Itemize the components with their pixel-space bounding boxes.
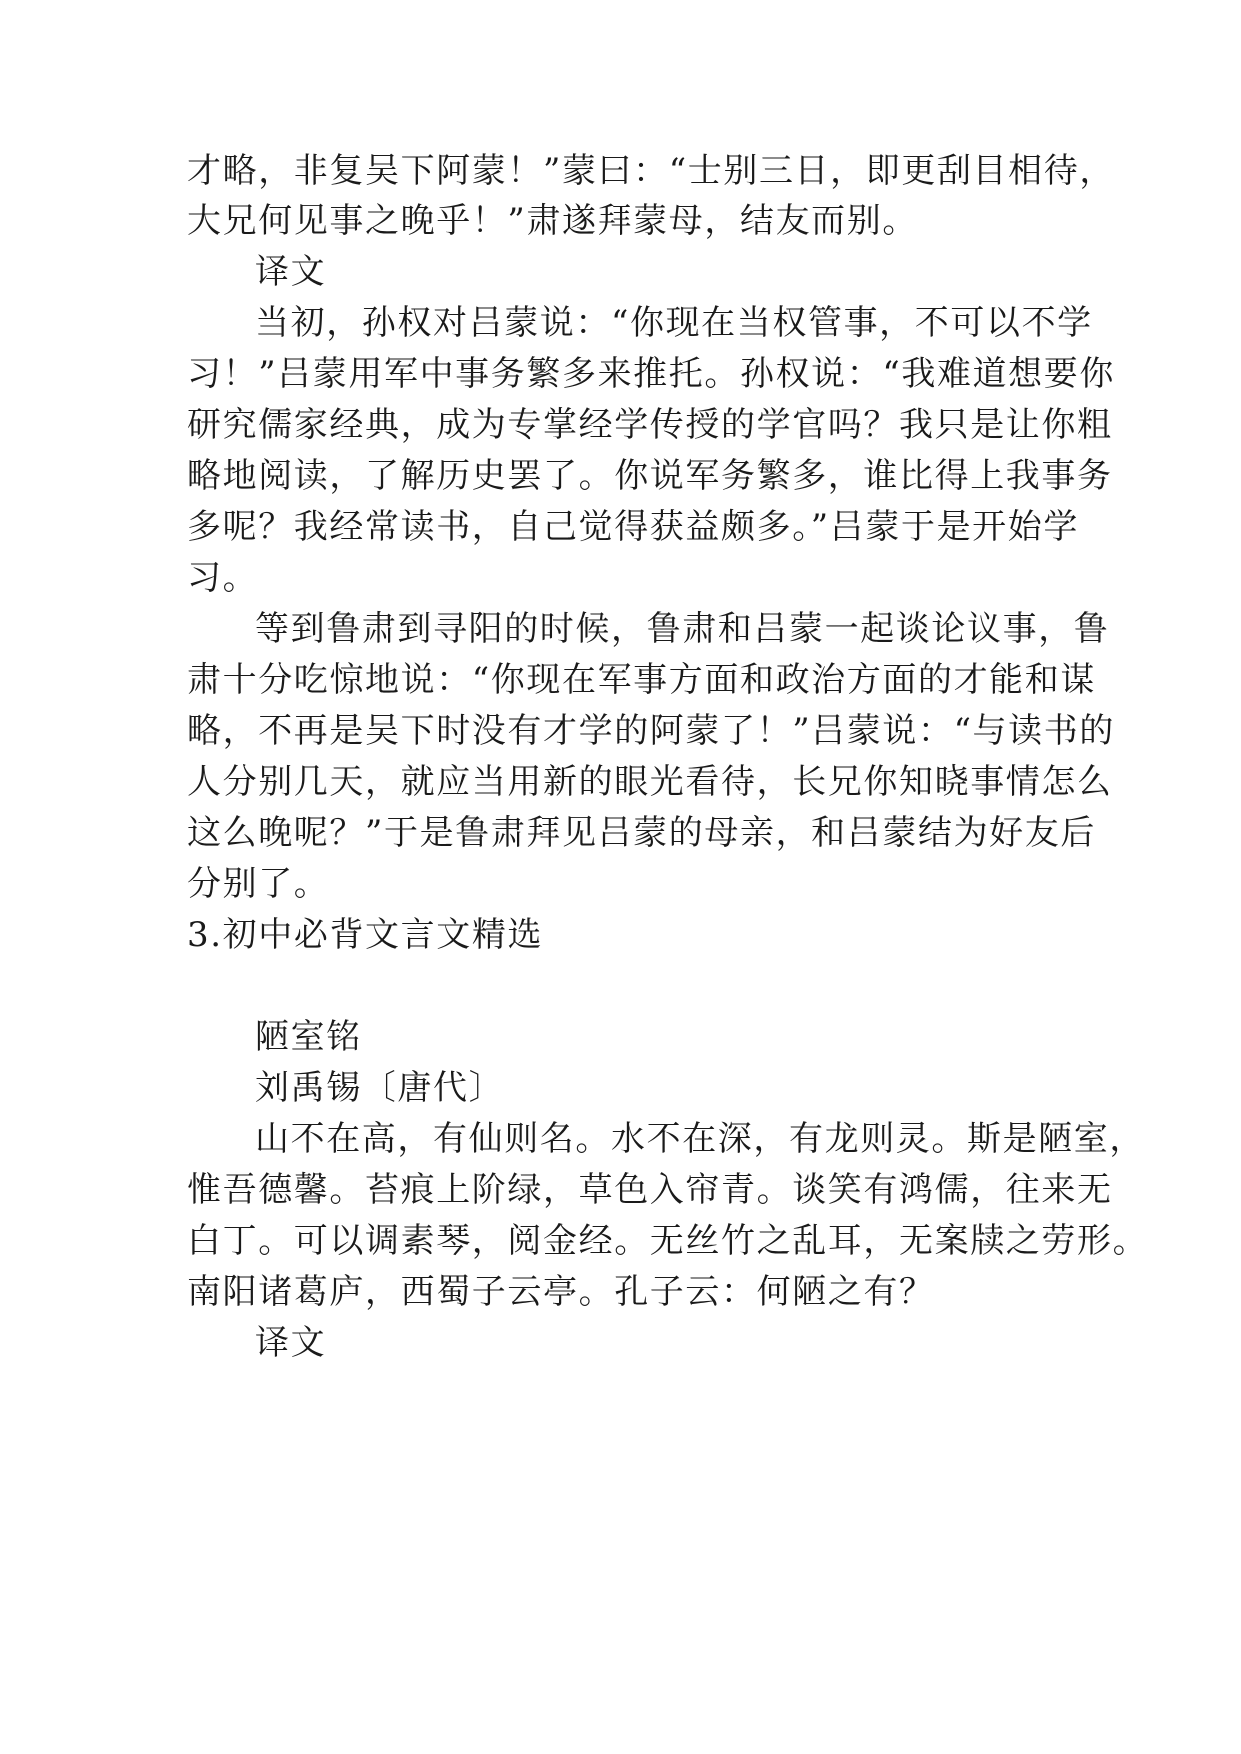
text-line: 南阳诸葛庐，西蜀子云亭。孔子云：何陋之有？ (187, 1272, 935, 1312)
text-line: 习！”吕蒙用军中事务繁多来推托。孙权说：“我难道想要你 (187, 354, 1115, 394)
text-line: 这么晚呢？”于是鲁肃拜见吕蒙的母亲，和吕蒙结为好友后 (187, 813, 1096, 853)
text-line: 等到鲁肃到寻阳的时候，鲁肃和吕蒙一起谈论议事，鲁 (255, 609, 1110, 649)
text-line: 山不在高，有仙则名。水不在深，有龙则灵。斯是陋室， (255, 1119, 1145, 1159)
text-line: 略地阅读，了解历史罢了。你说军务繁多，谁比得上我事务 (187, 456, 1113, 496)
text-line: 多呢？我经常读书，自己觉得获益颇多。”吕蒙于是开始学 (187, 507, 1079, 547)
text-line: 白丁。可以调素琴，阅金经。无丝竹之乱耳，无案牍之劳形。 (187, 1221, 1149, 1261)
poem-author: 刘禹锡〔唐代〕 (255, 1068, 505, 1108)
text-line: 略，不再是吴下时没有才学的阿蒙了！”吕蒙说：“与读书的 (187, 711, 1115, 751)
section-heading: 译文 (255, 252, 327, 292)
text-line: 肃十分吃惊地说：“你现在军事方面和政治方面的才能和谋 (187, 660, 1096, 700)
text-line: 研究儒家经典，成为专掌经学传授的学官吗？我只是让你粗 (187, 405, 1113, 445)
text-line: 习。 (187, 558, 259, 598)
poem-title: 陋室铭 (255, 1017, 362, 1057)
text-line: 人分别几天，就应当用新的眼光看待，长兄你知晓事情怎么 (187, 762, 1113, 802)
text-line: 惟吾德馨。苔痕上阶绿，草色入帘青。谈笑有鸿儒，往来无 (187, 1170, 1113, 1210)
text-line: 分别了。 (187, 864, 330, 904)
section-heading: 译文 (255, 1323, 327, 1363)
text-line: 大兄何见事之晚乎！”肃遂拜蒙母，结友而别。 (187, 201, 918, 241)
text-line: 才略，非复吴下阿蒙！”蒙曰：“士别三日，即更刮目相待， (187, 151, 1115, 191)
text-line: 当初，孙权对吕蒙说：“你现在当权管事，不可以不学 (255, 303, 1093, 343)
section-title: 3.初中必背文言文精选 (187, 915, 544, 955)
